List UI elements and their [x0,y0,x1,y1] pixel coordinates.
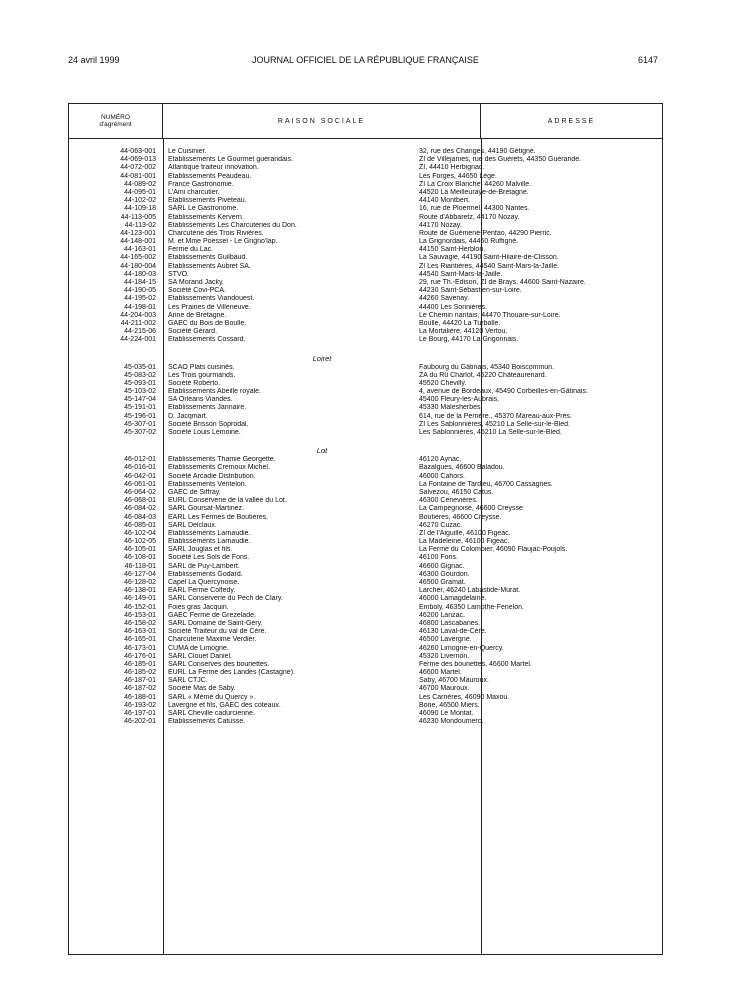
adresse: Boulle, 44420 La Turballe. [419,319,501,327]
numero-agrement: 44-190-05 [124,287,156,295]
numero-agrement: 44-072-002 [120,164,156,172]
raison-sociale: EARL Les Fermes de Boutières. [168,513,269,521]
adresse: 46120 Aynac. [419,456,462,464]
raison-sociale: SARL Le Gastronome. [168,205,239,213]
column-header-raison-sociale: RAISON SOCIALE [163,104,481,139]
numero-agrement: 46-016-01 [124,464,156,472]
raison-sociale: Etablissements Peaudeau. [168,172,252,180]
adresse: Boutières, 46600 Creysse. [419,513,502,521]
table-row [69,579,662,587]
adresse: Route d'Abbaretz, 44170 Nozay. [419,213,520,221]
table-row [69,271,662,279]
column-header-adresse: ADRESSE [481,104,662,139]
table-row [69,364,662,372]
table-row [69,669,662,677]
numero-agrement: 44-095-01 [124,188,156,196]
raison-sociale: Société Traiteur du val de Cère. [168,628,267,636]
adresse: 46260 Limogne-en-Quercy. [419,644,504,652]
table-row [69,396,662,404]
numero-agrement: 44-198-01 [124,303,156,311]
numero-agrement: 46-153-01 [124,611,156,619]
adresse: 46000 Lamagdelaine. [419,595,487,603]
adresse: La Grignordais, 44460 Ruffigné. [419,238,519,246]
column-header-numero [69,104,163,139]
table-row [69,287,662,295]
adresse: 46300 Gourdon. [419,570,470,578]
journal-title: JOURNAL OFFICIEL DE LA RÉPUBLIQUE FRANÇAISE [252,55,479,65]
adresse: 44230 Saint-Sébastien-sur-Loire. [419,287,522,295]
table-row [69,238,662,246]
adresse: 45330 Malesherbes. [419,404,483,412]
adresse: 44400 Les Sorinières. [419,303,488,311]
table-row [69,197,662,205]
table-row [69,612,662,620]
raison-sociale: Etablissements Le Gourmet guérandais. [168,156,293,164]
table-row [69,702,662,710]
numero-agrement: 46-193-02 [124,701,156,709]
adresse: 44140 Montbert. [419,197,470,205]
raison-sociale: SARL Delclaux. [168,521,217,529]
numero-agrement: 46-163-01 [124,628,156,636]
table-row [69,554,662,562]
raison-sociale: EURL La Ferme des Landes (Castagne). [168,669,295,677]
table-row [69,718,662,726]
adresse: La Ferme du Colombier, 46090 Flaujac-Poujols. [419,546,568,554]
adresse: ZI La Croix Blanche, 44260 Malville. [419,180,532,188]
raison-sociale: Les Trois gourmands. [168,371,236,379]
numero-agrement: 46-202-01 [124,718,156,726]
raison-sociale: Anne de Bretagne. [168,311,227,319]
table-row [69,628,662,636]
table-row [69,173,662,181]
numero-agrement: 46-149-01 [124,595,156,603]
raison-sociale: Etablissements Piveteau. [168,197,247,205]
adresse: 44520 La Meilleuraye-de-Bretagne. [419,188,529,196]
raison-sociale: Etablissements Thamie Georgette. [168,456,276,464]
table-row [69,710,662,718]
adresse: Emboly, 46350 Lamothe-Fenelon. [419,603,524,611]
numero-agrement: 44-148-001 [120,238,156,246]
raison-sociale: Charcuterie Maxime Verdier. [168,636,257,644]
numero-agrement: 45-147-04 [124,396,156,404]
table-row [69,546,662,554]
numero-agrement: 44-102-02 [124,197,156,205]
raison-sociale: Société Les Sols de Fons. [168,554,250,562]
adresse: Les Sablonnières, 45210 La Selle-sur-le-Bled. [419,429,562,436]
raison-sociale: Société Roberto. [168,379,221,387]
numero-agrement: 46-188-01 [124,693,156,701]
numero-agrement: 44-109-18 [124,205,156,213]
department-heading: Lot [316,446,328,456]
raison-sociale: SARL de Puy-Lambert. [168,562,240,570]
table-row [69,645,662,653]
table-row [69,505,662,513]
table-row [69,429,662,437]
adresse: 46300 Cenevières. [419,497,478,505]
numero-agrement: 46-118-01 [124,562,156,570]
adresse: La Madeleine, 46100 Figeac. [419,538,510,546]
adresse: 46500 Lavergne. [419,636,472,644]
table-row [69,694,662,702]
numero-agrement: 44-069-013 [120,156,156,164]
raison-sociale: SA Orléans Viandes. [168,396,233,404]
numero-agrement: 46-197-01 [124,710,156,717]
table-row [69,312,662,320]
table-row [69,473,662,481]
raison-sociale: SARL Domaine de Saint-Géry. [168,619,263,627]
column-header-numero-line1: NUMÉRO [101,113,130,121]
table-row [69,254,662,262]
table-row [69,148,662,156]
raison-sociale: Société Mas de Saby. [168,685,236,693]
table-row [69,388,662,396]
numero-agrement: 45-307-02 [124,429,156,436]
raison-sociale: Etablissements Abeille royale. [168,388,261,396]
raison-sociale: SARL Cheville cadurcienne. [168,710,255,717]
numero-agrement: 45-093-01 [124,379,156,387]
table-row [69,156,662,164]
numero-agrement: 45-196-01 [124,412,156,420]
adresse: 32, rue des Changes, 44190 Gétigné. [419,148,536,155]
raison-sociale: Charcuterie des Trois Rivières. [168,229,264,237]
numero-agrement: 46-165-01 [124,636,156,644]
numero-agrement: 44-204-003 [120,311,156,319]
raison-sociale: Etablissements Catusse. [168,718,246,726]
raison-sociale: Etablissements Guilbaud. [168,254,248,262]
raison-sociale: SARL Conserverie du Pech de Clary. [168,595,283,603]
raison-sociale: Etablissements Larnaudie. [168,538,251,546]
raison-sociale: GAEC de Siffray. [168,488,221,496]
adresse: 46270 Cuzac. [419,521,463,529]
table-row [69,336,662,344]
numero-agrement: 44-180-03 [124,270,156,278]
raison-sociale: Etablissements Cremoux Michel. [168,464,270,472]
adresse: Route de Guémené-Penfao, 44290 Pierric. [419,229,552,237]
raison-sociale: SA Morand Jacky. [168,279,224,286]
raison-sociale: Etablissements Viandouest. [168,295,255,303]
numero-agrement: 46-158-02 [124,619,156,627]
adresse: 46500 Gramat. [419,579,466,586]
numero-agrement: 45-103-02 [124,388,156,396]
adresse: 46090 Le Montat. [419,710,474,717]
numero-agrement: 46-128-02 [124,579,156,586]
page-date: 24 avril 1999 [68,55,120,65]
numero-agrement: 44-063-001 [120,148,156,155]
adresse: Ferme des bouriettes, 46600 Martel. [419,660,532,668]
numero-agrement: 44-113-005 [120,213,156,221]
raison-sociale: SARL CTJC. [168,677,208,685]
table-row [69,522,662,530]
raison-sociale: L'Ami charcutier. [168,188,220,196]
adresse: Les Forges, 44650 Lège. [419,172,497,180]
table-row [69,189,662,197]
numero-agrement: 46-068-01 [124,497,156,505]
numero-agrement: 46-042-01 [124,472,156,480]
table-row [69,636,662,644]
adresse: 46800 Lascabanes. [419,619,481,627]
adresse: 45320 Livernon. [419,652,470,660]
adresse: La Mortalière, 44120 Vertou. [419,328,508,336]
adresse: Saby, 46700 Mauroux. [419,677,489,685]
raison-sociale: Les Prairies de Villeneuve. [168,303,251,311]
adresse: Bazalgues, 46600 Baladou. [419,464,505,472]
table-row [69,279,662,287]
adresse: 46700 Mauroux. [419,685,470,693]
numero-agrement: 46-084-03 [124,513,156,521]
adresse: 44150 Saint-Herblon. [419,246,486,254]
raison-sociale: France Gastronomie. [168,180,234,188]
adresse: 46200 Lanzac. [419,611,465,619]
raison-sociale: Etablissements Larnaudie. [168,529,251,537]
raison-sociale: Le Cuisinier. [168,148,207,155]
numero-agrement: 46-102-04 [124,529,156,537]
raison-sociale: STVO. [168,270,190,278]
adresse: Le Bourg, 44170 La Grigonnais. [419,336,519,344]
raison-sociale: GAEC du Bois de Boulle. [168,319,247,327]
raison-sociale: EARL Ferme Colfedy. [168,587,236,595]
table-body [69,148,662,726]
table-row [69,538,662,546]
raison-sociale: SARL « Mémé du Quercy ». [168,693,256,701]
adresse: La Sauvagie, 44190 Saint-Hilaire-de-Clisson. [419,254,559,262]
raison-sociale: CUMA de Limogne. [168,644,229,652]
agrement-table [68,103,663,955]
raison-sociale: Etablissements Jannaire. [168,404,247,412]
adresse: 45520 Chevilly. [419,379,467,387]
table-row [69,604,662,612]
table-row [69,404,662,412]
numero-agrement: 46-084-02 [124,505,156,513]
adresse: La Fontaine de Tardieu, 46700 Cassagnes. [419,480,553,488]
adresse: La Campegnoise, 46600 Creysse. [419,505,525,513]
raison-sociale: Etablissements Godard. [168,570,243,578]
adresse: 46130 Laval-de-Cère. [419,628,487,636]
table-row [69,661,662,669]
table-row [69,181,662,189]
table-row [69,328,662,336]
raison-sociale: SARL Clouet Daniel. [168,652,232,660]
raison-sociale: M. et Mme Poessel - Le Grigno'lap. [168,238,278,246]
adresse: Faubourg du Gâtinais, 45340 Boiscommun. [419,363,555,371]
adresse: 46000 Cahors. [419,472,465,480]
table-row [69,222,662,230]
table-row [69,685,662,693]
adresse: 46600 Gignac. [419,562,465,570]
adresse: 44170 Nozay. [419,221,462,229]
page-number: 6147 [637,55,658,65]
numero-agrement: 46-152-01 [124,603,156,611]
numero-agrement: 46-108-01 [124,554,156,562]
numero-agrement: 46-185-01 [124,660,156,668]
table-row [69,514,662,522]
raison-sociale: Ferme du Lac. [168,246,214,254]
table-row [69,164,662,172]
adresse: 44540 Saint-Mars-la-Jaille. [419,270,503,278]
adresse: 4, avenue de Bordeaux, 45490 Corbeilles-en-Gâtinais. [419,388,588,396]
table-row [69,295,662,303]
numero-agrement: 46-061-01 [124,480,156,488]
numero-agrement: 46-102-05 [124,538,156,546]
raison-sociale: GAEC Ferme de Grezelade. [168,611,256,619]
raison-sociale: Société Brisson Soprodal. [168,420,249,428]
adresse: 45400 Fleury-les-Aubrais. [419,396,500,404]
raison-sociale: Société Gérard. [168,328,218,336]
adresse: 29, rue Th.-Edison, ZI de Brays, 44600 Saint-Nazaire. [419,279,586,286]
numero-agrement: 44-089-02 [124,180,156,188]
adresse: 614, rue de la Perrière., 45370 Mareau-aux-Prés. [419,412,572,420]
table-row [69,587,662,595]
numero-agrement: 46-127-04 [124,570,156,578]
adresse: ZI de l'Aiguille, 46100 Figeac. [419,529,511,537]
raison-sociale: Lavergne et fils, GAEC des coteaux. [168,701,281,709]
adresse: 46230 Mondoumerc. [419,718,484,726]
table-row [69,380,662,388]
table-row [69,214,662,222]
numero-agrement: 45-191-01 [124,404,156,412]
numero-agrement: 46-173-01 [124,644,156,652]
numero-agrement: 44-163-01 [124,246,156,254]
adresse: 46100 Fons. [419,554,458,562]
adresse: 44260 Savenay. [419,295,470,303]
numero-agrement: 46-085-01 [124,521,156,529]
table-row [69,571,662,579]
numero-agrement: 44-123-001 [120,229,156,237]
table-row [69,263,662,271]
numero-agrement: 44-215-06 [124,328,156,336]
numero-agrement: 46-187-01 [124,677,156,685]
table-row [69,456,662,464]
table-row [69,205,662,213]
raison-sociale: Etablissements Les Charcuteries du Don. [168,221,297,229]
raison-sociale: Atlantique traiteur innovation. [168,164,259,172]
adresse: Borie, 46500 Miers. [419,701,480,709]
table-row [69,481,662,489]
table-row [69,372,662,380]
adresse: 46600 Martel. [419,669,462,677]
raison-sociale: Foies gras Jacquin. [168,603,229,611]
numero-agrement: 46-187-02 [124,685,156,693]
numero-agrement: 46-138-01 [124,587,156,595]
raison-sociale: Société Covi-PCA. [168,287,226,295]
numero-agrement: 44-224-001 [120,336,156,344]
numero-agrement: 44-184-15 [124,279,156,286]
raison-sociale: EURL Conserverie de la vallée du Lot. [168,497,287,505]
adresse: Le Chemin nantais, 44470 Thouare-sur-Loire. [419,311,561,319]
table-row [69,563,662,571]
adresse: 16, rue de Ploermel, 44300 Nantes. [419,205,530,213]
adresse: ZI de Villejames, rue des Guérets, 44350 Guérande. [419,156,582,164]
table-row [69,304,662,312]
table-row [69,530,662,538]
numero-agrement: 44-211-002 [120,319,156,327]
raison-sociale: Etablissements Cossard. [168,336,246,344]
table-row [69,413,662,421]
table-row [69,489,662,497]
numero-agrement: 46-012-01 [124,456,156,464]
table-row [69,620,662,628]
raison-sociale: Etablissements Aubret SA. [168,262,251,270]
numero-agrement: 46-185-02 [124,669,156,677]
table-row [69,246,662,254]
raison-sociale: SARL Conserves des bouriettes. [168,660,270,668]
adresse: ZI, 44410 Herbignac. [419,164,485,172]
raison-sociale: SARL Jouglas et fils. [168,546,233,554]
numero-agrement: 46-176-01 [124,652,156,660]
raison-sociale: Etablissements Kervern. [168,213,244,221]
numero-agrement: 44-113-02 [124,221,156,229]
table-row [69,497,662,505]
table-row [69,595,662,603]
numero-agrement: 44-165-002 [120,254,156,262]
numero-agrement: 45-035-01 [124,363,156,371]
adresse: ZI Les Sablonnières, 45210 La Selle-sur-le-Bled. [419,420,570,428]
numero-agrement: 46-105-01 [124,546,156,554]
raison-sociale: SARL Goursat-Martinez. [168,505,244,513]
numero-agrement: 45-083-02 [124,371,156,379]
adresse: Les Carrières, 46090 Maxou. [419,693,510,701]
numero-agrement: 44-180-004 [120,262,156,270]
numero-agrement: 44-081-001 [120,172,156,180]
adresse: Salvezou, 46150 Catus. [419,488,494,496]
adresse: ZA du Rû Charlot, 45220 Châteaurenard. [419,371,547,379]
department-heading: Loiret [312,353,332,363]
table-row [69,320,662,328]
raison-sociale: D. Jacqmart. [168,412,208,420]
raison-sociale: Etablissements Ventelon. [168,480,247,488]
numero-agrement: 45-307-01 [124,420,156,428]
table-row [69,230,662,238]
table-row [69,464,662,472]
column-header-numero-line2: d'agrément [99,121,132,128]
numero-agrement: 44-195-02 [124,295,156,303]
table-row [69,677,662,685]
table-row [69,653,662,661]
adresse: ZI Les Riantières, 44540 Saint-Mars-la-Jaille. [419,262,560,270]
raison-sociale: Capel La Quercynoise. [168,579,240,586]
numero-agrement: 46-064-02 [124,488,156,496]
raison-sociale: SCAO Plats cuisinés. [168,363,235,371]
adresse: Larcher, 46240 Labastide-Murat. [419,587,521,595]
raison-sociale: Société Arcadie Distribution. [168,472,256,480]
raison-sociale: Société Louis Lemoine. [168,429,241,436]
table-row [69,421,662,429]
